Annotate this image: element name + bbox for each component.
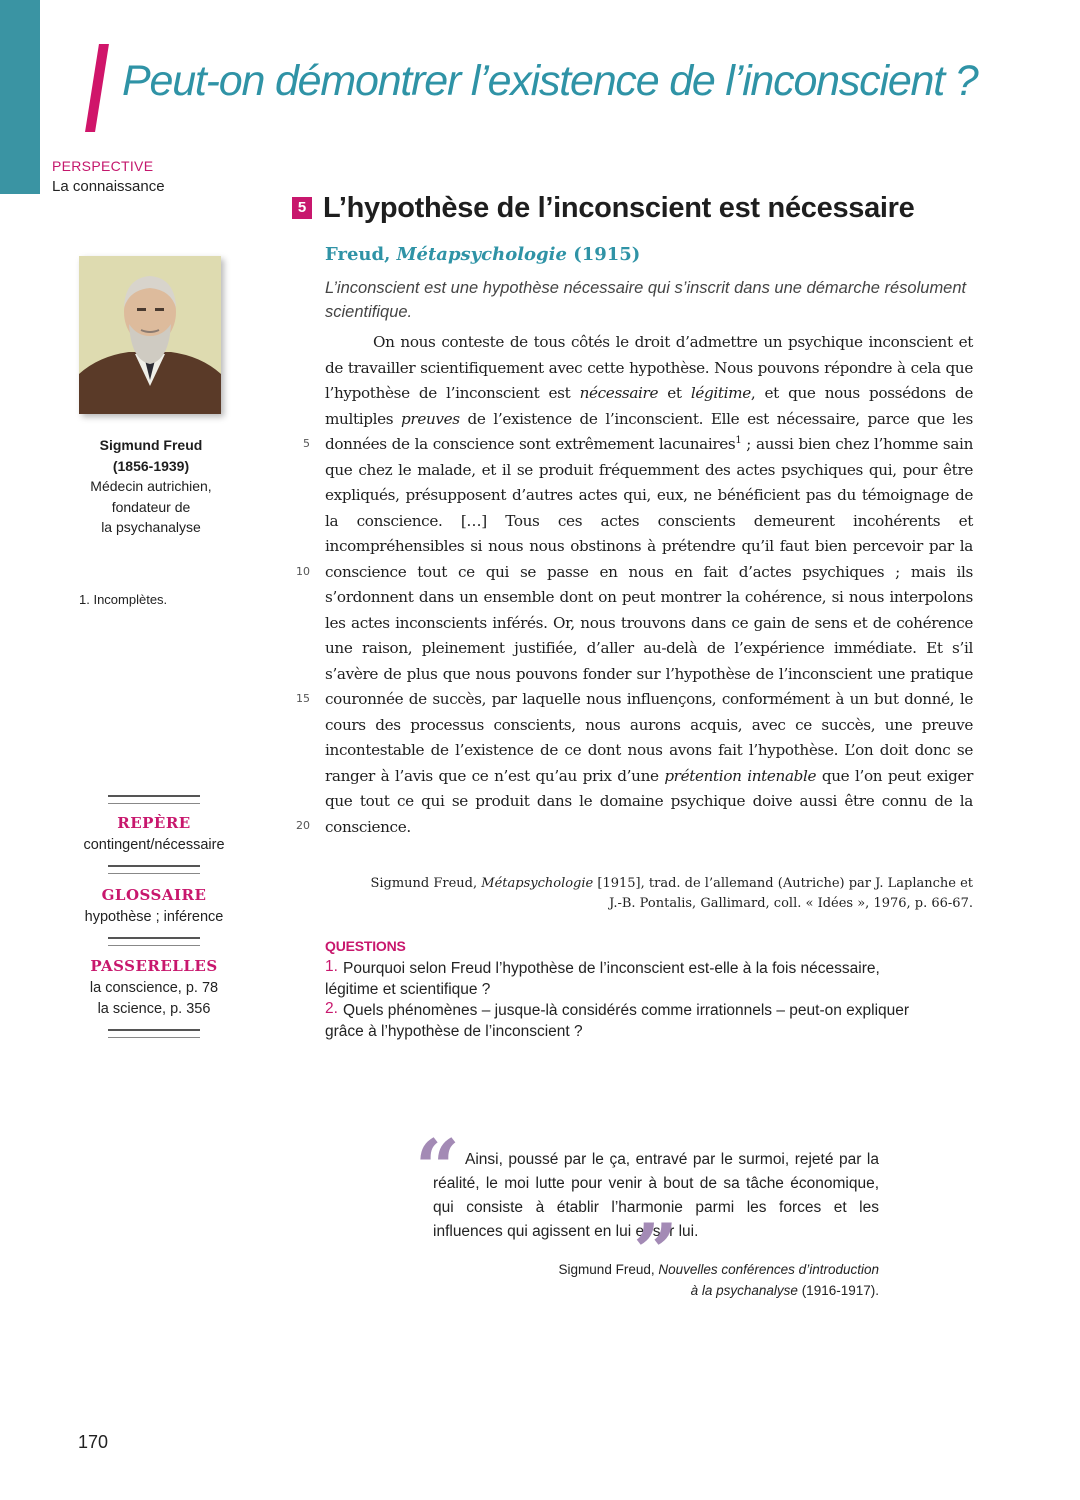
author-year: (1915) (566, 244, 641, 265)
quote-source-work: Nouvelles conférences d’introduction (658, 1262, 879, 1277)
source-line-1 (325, 874, 973, 894)
line-number: 10 (296, 565, 310, 578)
caption-desc-1: Médecin autrichien, (90, 478, 212, 494)
question-1-number: 1. (325, 958, 338, 975)
quote-source-work-cont: à la psychanalyse (690, 1283, 798, 1298)
quote-open-icon: “ (415, 1123, 460, 1214)
page-number: 170 (78, 1432, 109, 1452)
body-emphasis: nécessaire (579, 384, 659, 402)
line-number: 15 (296, 692, 310, 705)
quote-body: Ainsi, poussé par le ça, entravé par le surmoi, rejeté par la réalité, le moi lutte pour venir à bout de sa tâche économique, qui consiste à établir l’harmonie parmi les forces et les influences qui agissent en lui et sur lui. (433, 1151, 879, 1240)
source-work: Métapsychologie (481, 876, 594, 891)
question-1-text: Pourquoi selon Freud l’hypothèse de l’inconscient est-elle à la fois nécessaire, (343, 960, 880, 977)
body-emphasis: légitime (690, 384, 751, 402)
body-segment: et (658, 384, 691, 402)
document-author (325, 244, 640, 265)
quote-source-years: (1916-1917). (797, 1283, 879, 1298)
caption-desc-2: fondateur de (111, 498, 191, 515)
footnote: 1. Incomplètes. (79, 592, 168, 607)
document-heading: L’hypothèse de l’inconscient est nécessaire (323, 192, 915, 224)
body-segment: , et que nous possédons de multiples (325, 384, 973, 428)
source-details: [1915], trad. de l’allemand (Autriche) par J. Laplanche et (593, 876, 973, 891)
page-title: Peut-on démontrer l’existence de l’inconscient ? (122, 57, 978, 105)
repere-text: contingent/nécessaire (83, 837, 225, 853)
line-number: 5 (303, 437, 310, 450)
glossaire-text: hypothèse ; inférence (84, 909, 224, 925)
sidebar-rule (108, 1029, 200, 1038)
body-segment: ; aussi bien chez l’homme sain que chez le malade, et il se produit fréquemment des actes psychiques qui, pour être expliqués, présupposent d’autres actes qui, eux, ne bénéficient pas du témoignage de la conscience. […] Tous ces actes conscients demeurent incohérents et incompréhensibles si nous nous obstinons à prétendre qu’il faut bien percevoir par la conscience tout ce qui se passe en nous en fait d’actes psychiques ; mais ils s’ordonnent dans un ensemble dont on peut montrer la cohérence, si nous interpolons les actes inconscients inférés. Or, nous trouvons dans ce gain de sens et de cohérence une raison, pleinement justifiée, d’aller au-delà de l’expérience immédiate. Et s’il s’avère de plus que nous pouvons fonder sur l’hypothèse de l’inconscient une pratique couronnée de succès, par laquelle nous influençons, conformément à un but donné, le cours des processus conscients, nous aurons acquis, avec ce succès, une preuve incontestable de l’existence de ce dont nous avons fait l’hypothèse. L’on doit donc se ranger à l’avis que ce n’est qu’au prix d’une (325, 435, 973, 785)
passerelles-title: PASSERELLES (90, 957, 218, 975)
line-number: 20 (296, 819, 310, 832)
sidebar-rule (108, 865, 200, 874)
glossaire-title: GLOSSAIRE (101, 886, 207, 904)
repere-title: REPÈRE (117, 814, 191, 832)
document-source (325, 874, 973, 914)
document-body (325, 330, 973, 840)
question-2-number: 2. (325, 1000, 338, 1017)
perspective-value: La connaissance (52, 178, 165, 195)
sidebar-rule (108, 937, 200, 946)
document-number-badge: 5 (292, 197, 312, 219)
passerelles-link-science[interactable]: la science, p. 356 (97, 1001, 211, 1017)
body-segment: que l’on peut exiger que tout ce qui se produit dans le domaine psychique doive aussi être connu de la conscience. (325, 766, 973, 836)
title-slash-decoration (85, 44, 109, 132)
body-segment: de l’existence de l’inconscient. Elle est nécessaire, parce que les données de la conscience sont extrêmement lacunaires (325, 409, 973, 453)
source-line-2: J.-B. Pontalis, Gallimard, coll. « Idées », 1976, p. 66-67. (609, 896, 973, 911)
perspective-label: PERSPECTIVE (52, 158, 154, 174)
footnote-ref: 1 (735, 434, 742, 446)
question-2-text-cont: grâce à l’hypothèse de l’inconscient ? (325, 1023, 583, 1040)
caption-name: Sigmund Freud (99, 437, 203, 453)
quote-source-line-2 (520, 1280, 879, 1301)
body-emphasis: preuves (401, 409, 460, 428)
body-paragraph (325, 330, 973, 840)
freud-portrait (79, 256, 221, 414)
body-segment: On nous conteste de tous côtés le droit d’admettre un psychique inconscient et de travailler scientifiquement avec cette hypothèse. Nous pouvons répondre à cela que l’hypothèse de l’inconscient est (325, 333, 973, 402)
quote-source-line-1 (520, 1259, 879, 1280)
question-1-text-cont: légitime et scientifique ? (325, 981, 491, 998)
caption-desc-3: la psychanalyse (101, 519, 201, 535)
author-name: Freud, (325, 244, 397, 265)
questions-title: QUESTIONS (325, 938, 406, 954)
source-author: Sigmund Freud, (370, 876, 482, 891)
author-work: Métapsychologie (396, 244, 567, 265)
passerelles-link-conscience[interactable]: la conscience, p. 78 (89, 980, 219, 996)
quote-close-icon: ” (633, 1207, 678, 1298)
question-2-text: Quels phénomènes – jusque-là considérés comme irrationnels – peut-on expliquer (343, 1002, 910, 1019)
portrait-caption (60, 435, 242, 538)
sidebar-rule (108, 795, 200, 804)
quote-source (520, 1259, 879, 1301)
body-emphasis: prétention intenable (664, 766, 817, 785)
document-intro: L’inconscient est une hypothèse nécessaire qui s’inscrit dans une démarche résolument scientifique. (325, 279, 967, 321)
caption-dates: (1856-1939) (112, 457, 190, 474)
quote-source-author: Sigmund Freud, (558, 1262, 659, 1277)
portrait-illustration (79, 256, 221, 414)
chapter-tab (0, 0, 40, 194)
